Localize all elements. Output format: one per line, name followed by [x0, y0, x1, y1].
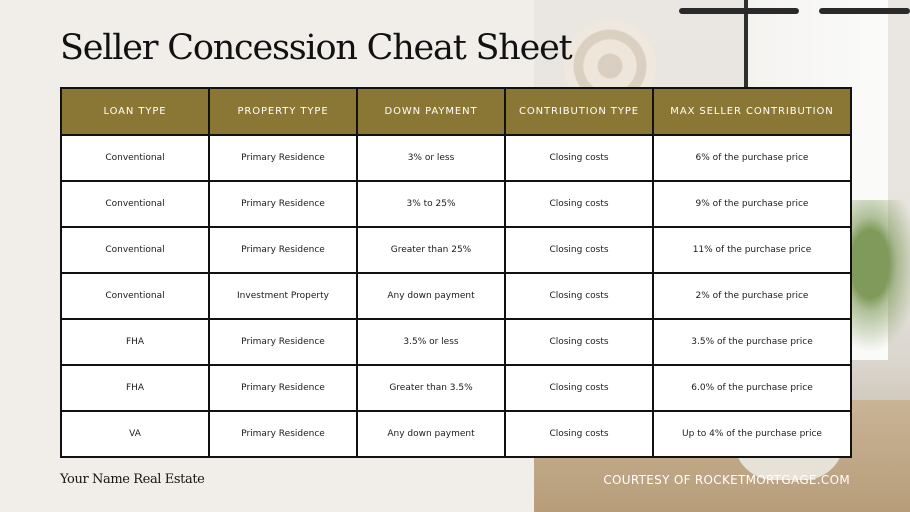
- property-type-cell: Primary Residence: [209, 227, 357, 273]
- max-contribution-cell: Up to 4% of the purchase price: [653, 411, 851, 457]
- page-title: Seller Concession Cheat Sheet: [60, 28, 572, 68]
- contribution-type-cell: Closing costs: [505, 273, 653, 319]
- contribution-type-cell: Closing costs: [505, 227, 653, 273]
- contribution-type-cell: Closing costs: [505, 365, 653, 411]
- table-row: [61, 273, 851, 319]
- property-type-cell: Primary Residence: [209, 181, 357, 227]
- column-header-property-type: PROPERTY TYPE: [209, 88, 357, 135]
- contribution-type-cell: Closing costs: [505, 411, 653, 457]
- table-row: [61, 319, 851, 365]
- table-row: [61, 181, 851, 227]
- max-contribution-cell: 2% of the purchase price: [653, 273, 851, 319]
- loan-type-cell: FHA: [61, 319, 209, 365]
- property-type-cell: Investment Property: [209, 273, 357, 319]
- max-contribution-cell: 9% of the purchase price: [653, 181, 851, 227]
- column-header-contribution-type: CONTRIBUTION TYPE: [505, 88, 653, 135]
- max-contribution-cell: 11% of the purchase price: [653, 227, 851, 273]
- max-contribution-cell: 6% of the purchase price: [653, 135, 851, 181]
- down-payment-cell: Any down payment: [357, 411, 505, 457]
- column-header-down-payment: DOWN PAYMENT: [357, 88, 505, 135]
- contribution-type-cell: Closing costs: [505, 181, 653, 227]
- loan-type-cell: Conventional: [61, 273, 209, 319]
- down-payment-cell: Greater than 3.5%: [357, 365, 505, 411]
- max-contribution-cell: 6.0% of the purchase price: [653, 365, 851, 411]
- property-type-cell: Primary Residence: [209, 319, 357, 365]
- loan-type-cell: Conventional: [61, 227, 209, 273]
- brand-name: Your Name Real Estate: [60, 472, 205, 487]
- table-row: [61, 365, 851, 411]
- max-contribution-cell: 3.5% of the purchase price: [653, 319, 851, 365]
- loan-type-cell: Conventional: [61, 135, 209, 181]
- loan-type-cell: FHA: [61, 365, 209, 411]
- down-payment-cell: 3% or less: [357, 135, 505, 181]
- table-header-row: [61, 88, 851, 135]
- table-row: [61, 135, 851, 181]
- source-credit: COURTESY OF ROCKETMORTGAGE.COM: [603, 473, 850, 487]
- concession-table: [60, 87, 852, 458]
- table-row: [61, 411, 851, 457]
- down-payment-cell: Any down payment: [357, 273, 505, 319]
- contribution-type-cell: Closing costs: [505, 135, 653, 181]
- property-type-cell: Primary Residence: [209, 411, 357, 457]
- lamp-image: [819, 8, 910, 14]
- loan-type-cell: VA: [61, 411, 209, 457]
- contribution-type-cell: Closing costs: [505, 319, 653, 365]
- property-type-cell: Primary Residence: [209, 135, 357, 181]
- down-payment-cell: 3.5% or less: [357, 319, 505, 365]
- property-type-cell: Primary Residence: [209, 365, 357, 411]
- loan-type-cell: Conventional: [61, 181, 209, 227]
- column-header-max-seller-contribution: MAX SELLER CONTRIBUTION: [653, 88, 851, 135]
- column-header-loan-type: LOAN TYPE: [61, 88, 209, 135]
- down-payment-cell: 3% to 25%: [357, 181, 505, 227]
- lamp-image: [679, 8, 799, 14]
- down-payment-cell: Greater than 25%: [357, 227, 505, 273]
- table-row: [61, 227, 851, 273]
